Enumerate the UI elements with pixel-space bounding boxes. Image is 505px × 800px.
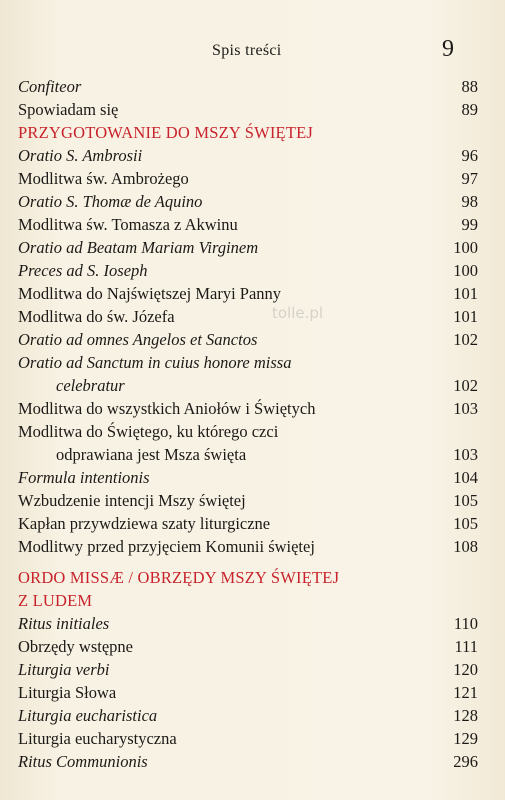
- toc-entry-page: 100: [453, 238, 478, 257]
- toc-entry-page: 99: [461, 215, 478, 234]
- toc-entry-title: Oratio ad omnes Angelos et Sanctos: [18, 330, 258, 349]
- toc-entry-title: Obrzędy wstępne: [18, 637, 134, 656]
- toc-entry: [18, 351, 478, 374]
- toc-entry-page: 105: [453, 491, 478, 510]
- toc-entry: [18, 259, 478, 282]
- toc-entry-title: odprawiana jest Msza święta: [56, 445, 247, 464]
- watermark-text: tolle.pl: [272, 304, 324, 322]
- toc-entry: [18, 681, 478, 704]
- toc-entry-page: 121: [453, 683, 478, 702]
- toc-entry-title: Liturgia eucharystyczna: [18, 729, 177, 748]
- page-header: [0, 36, 505, 66]
- toc-entry: [18, 512, 478, 535]
- toc-entry-page: 96: [461, 146, 478, 165]
- toc-entry: [18, 98, 478, 121]
- toc-entry-title: Kapłan przywdziewa szaty liturgiczne: [18, 514, 271, 533]
- toc-entry-page: 129: [453, 729, 478, 748]
- toc-entry-title: Modlitwy przed przyjęciem Komunii świętej: [18, 537, 315, 556]
- toc-entry: [18, 489, 478, 512]
- toc-entry-title: Oratio S. Thomæ de Aquino: [18, 192, 203, 211]
- toc-entry: [18, 535, 478, 558]
- toc-section-heading: [18, 589, 478, 612]
- toc-entry-title: PRZYGOTOWANIE DO MSZY ŚWIĘTEJ: [18, 123, 313, 142]
- toc-entry: [18, 466, 478, 489]
- toc-section-heading: [18, 121, 478, 144]
- toc-entry-title: Modlitwa św. Ambrożego: [18, 169, 189, 188]
- toc-entry: [18, 328, 478, 351]
- toc-entry-page: 111: [454, 637, 478, 656]
- toc-entry: [18, 420, 478, 443]
- toc-entry-page: 110: [453, 614, 478, 633]
- toc-entry-page: 102: [453, 330, 478, 349]
- toc-entry: [18, 750, 478, 773]
- toc-entry-title: ORDO MISSÆ / OBRZĘDY MSZY ŚWIĘTEJ: [18, 568, 340, 587]
- toc-entry-page: 102: [453, 376, 478, 395]
- toc-entry: [18, 374, 478, 397]
- toc-entry-page: 296: [453, 752, 478, 771]
- toc-entry-title: Preces ad S. Ioseph: [18, 261, 148, 280]
- table-of-contents: [18, 75, 478, 773]
- toc-entry: [18, 727, 478, 750]
- toc-entry-title: Oratio ad Beatam Mariam Virginem: [18, 238, 259, 257]
- toc-entry: [18, 612, 478, 635]
- toc-entry: [18, 305, 478, 328]
- toc-entry-page: 97: [461, 169, 478, 188]
- toc-entry-title: Confiteor: [18, 77, 82, 96]
- toc-entry-title: Oratio S. Ambrosii: [18, 146, 143, 165]
- toc-entry-page: 88: [461, 77, 478, 96]
- toc-entry-page: 101: [453, 284, 478, 303]
- toc-entry: [18, 75, 478, 98]
- toc-entry-title: Modlitwa do Najświętszej Maryi Panny: [18, 284, 282, 303]
- toc-entry-title: Spowiadam się: [18, 100, 119, 119]
- toc-entry: [18, 443, 478, 466]
- running-header-title: Spis treści: [212, 42, 282, 59]
- toc-entry-title: Modlitwa do św. Józefa: [18, 307, 175, 326]
- toc-entry-page: 98: [461, 192, 478, 211]
- toc-entry: [18, 236, 478, 259]
- toc-entry-page: 103: [453, 445, 478, 464]
- toc-entry: [18, 282, 478, 305]
- toc-entry: [18, 213, 478, 236]
- toc-entry-title: Modlitwa św. Tomasza z Akwinu: [18, 215, 238, 234]
- toc-section-heading: [18, 566, 478, 589]
- toc-entry-title: Z LUDEM: [18, 591, 93, 610]
- toc-entry-title: Modlitwa do wszystkich Aniołów i Świętych: [18, 399, 316, 418]
- toc-entry-title: Wzbudzenie intencji Mszy świętej: [18, 491, 246, 510]
- toc-entry-title: Modlitwa do Świętego, ku którego czci: [18, 422, 279, 441]
- toc-entry-page: 108: [453, 537, 478, 556]
- toc-entry-title: Oratio ad Sanctum in cuius honore missa: [18, 353, 292, 372]
- page-number: 9: [442, 36, 454, 62]
- toc-entry: [18, 144, 478, 167]
- toc-entry-page: 103: [453, 399, 478, 418]
- toc-entry-title: Formula intentionis: [18, 468, 150, 487]
- toc-entry-title: Liturgia Słowa: [18, 683, 117, 702]
- toc-entry: [18, 635, 478, 658]
- toc-entry: [18, 704, 478, 727]
- toc-entry-page: 89: [461, 100, 478, 119]
- toc-entry-page: 120: [453, 660, 478, 679]
- toc-entry-page: 128: [453, 706, 478, 725]
- toc-entry-title: Ritus initiales: [18, 614, 110, 633]
- toc-entry: [18, 397, 478, 420]
- toc-entry-page: 100: [453, 261, 478, 280]
- toc-entry-title: Liturgia verbi: [18, 660, 110, 679]
- toc-entry: [18, 190, 478, 213]
- toc-entry-page: 101: [453, 307, 478, 326]
- toc-entry-title: Ritus Communionis: [18, 752, 148, 771]
- toc-entry-title: Liturgia eucharistica: [18, 706, 158, 725]
- toc-entry: [18, 167, 478, 190]
- toc-entry-title: celebratur: [56, 376, 125, 395]
- toc-entry: [18, 658, 478, 681]
- section-gap: [18, 558, 478, 566]
- toc-entry-page: 105: [453, 514, 478, 533]
- toc-entry-page: 104: [453, 468, 478, 487]
